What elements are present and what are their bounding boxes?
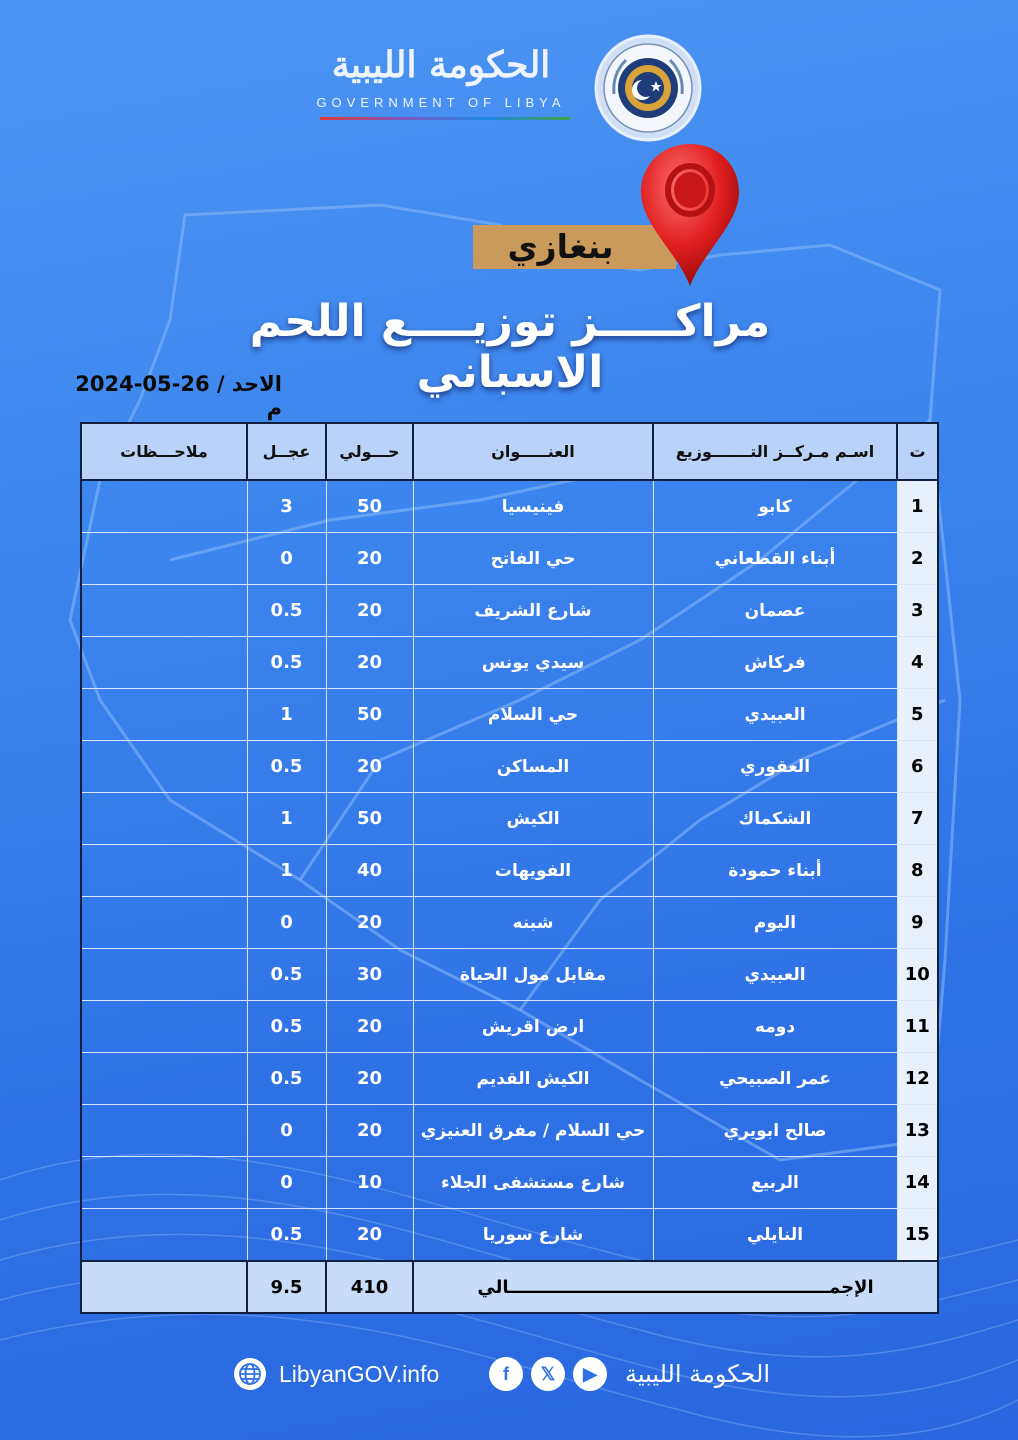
cell-index: 7 — [897, 793, 938, 845]
cell-calves: 3 — [247, 480, 326, 533]
cell-sheep: 40 — [326, 845, 413, 897]
cell-sheep: 20 — [326, 1209, 413, 1262]
government-name-arabic: الحكومة الليبية — [331, 44, 551, 86]
youtube-icon[interactable]: ▶ — [573, 1357, 607, 1391]
cell-index: 6 — [897, 741, 938, 793]
cell-notes — [81, 1053, 247, 1105]
website-text: LibyanGOV.info — [279, 1360, 440, 1387]
cell-sheep: 20 — [326, 741, 413, 793]
cell-calves: 0.5 — [247, 637, 326, 689]
cell-notes — [81, 741, 247, 793]
cell-center: أبناء حمودة — [653, 845, 897, 897]
facebook-icon[interactable]: f — [489, 1357, 523, 1391]
cell-calves: 0.5 — [247, 1209, 326, 1262]
table-row — [81, 1053, 938, 1105]
cell-calves: 0 — [247, 897, 326, 949]
cell-index: 3 — [897, 585, 938, 637]
cell-index: 10 — [897, 949, 938, 1001]
cell-address: الفويهات — [413, 845, 653, 897]
cell-notes — [81, 897, 247, 949]
table-row — [81, 1105, 938, 1157]
cell-notes — [81, 1209, 247, 1262]
page-title: مراكـــــز توزيــــع اللحم الاسباني — [249, 296, 771, 398]
cell-center: العقوري — [653, 741, 897, 793]
cell-index: 13 — [897, 1105, 938, 1157]
cell-center: دومه — [653, 1001, 897, 1053]
cell-calves: 0 — [247, 1105, 326, 1157]
cell-index: 15 — [897, 1209, 938, 1262]
cell-center: عصمان — [653, 585, 897, 637]
header-calves: عجــل — [247, 423, 326, 480]
table-row — [81, 533, 938, 585]
table-row — [81, 689, 938, 741]
header-address: العنـــــوان — [413, 423, 653, 480]
table-row — [81, 637, 938, 689]
cell-calves: 1 — [247, 845, 326, 897]
cell-address: شارع سوريا — [413, 1209, 653, 1262]
table-row — [81, 480, 938, 533]
cell-sheep: 20 — [326, 1105, 413, 1157]
cell-calves: 0 — [247, 1157, 326, 1209]
distribution-table — [80, 422, 939, 1314]
table-row — [81, 793, 938, 845]
website-link[interactable] — [233, 1357, 439, 1391]
cell-center: العبيدي — [653, 689, 897, 741]
table-header-row — [81, 423, 938, 480]
table-row — [81, 1001, 938, 1053]
header — [0, 14, 1018, 134]
cell-notes — [81, 689, 247, 741]
cell-calves: 0.5 — [247, 1053, 326, 1105]
cell-center: أبناء القطعاني — [653, 533, 897, 585]
cell-sheep: 20 — [326, 897, 413, 949]
cell-calves: 1 — [247, 793, 326, 845]
cell-address: المساكن — [413, 741, 653, 793]
cell-address: فينيسيا — [413, 480, 653, 533]
cell-calves: 0.5 — [247, 585, 326, 637]
government-emblem-icon — [594, 34, 702, 142]
cell-center: النايلي — [653, 1209, 897, 1262]
cell-center: كابو — [653, 480, 897, 533]
cell-index: 1 — [897, 480, 938, 533]
total-label: الإجمــــــــــــــــــــــــــــــــــــــــــــــــــــالي — [413, 1261, 938, 1313]
cell-index: 14 — [897, 1157, 938, 1209]
cell-calves: 1 — [247, 689, 326, 741]
cell-address: الكيش — [413, 793, 653, 845]
header-center: اسـم مـركــز التـــــــوزيع — [653, 423, 897, 480]
cell-index: 9 — [897, 897, 938, 949]
cell-notes — [81, 1105, 247, 1157]
cell-calves: 0.5 — [247, 949, 326, 1001]
cell-address: شبنه — [413, 897, 653, 949]
cell-index: 2 — [897, 533, 938, 585]
cell-address: الكيش القديم — [413, 1053, 653, 1105]
table-row — [81, 1209, 938, 1262]
total-notes — [81, 1261, 247, 1313]
cell-address: سيدي يونس — [413, 637, 653, 689]
cell-notes — [81, 949, 247, 1001]
cell-sheep: 50 — [326, 689, 413, 741]
table-row — [81, 897, 938, 949]
cell-notes — [81, 533, 247, 585]
cell-address: حي السلام — [413, 689, 653, 741]
cell-index: 11 — [897, 1001, 938, 1053]
cell-sheep: 20 — [326, 1053, 413, 1105]
title-underline — [320, 117, 570, 120]
cell-index: 8 — [897, 845, 938, 897]
cell-index: 5 — [897, 689, 938, 741]
cell-address: ارض اقريش — [413, 1001, 653, 1053]
total-calves: 9.5 — [247, 1261, 326, 1313]
header-index: ت — [897, 423, 938, 480]
header-notes: ملاحـــظات — [81, 423, 247, 480]
table-row — [81, 585, 938, 637]
cell-center: الربيع — [653, 1157, 897, 1209]
cell-calves: 0 — [247, 533, 326, 585]
cell-center: فركاش — [653, 637, 897, 689]
cell-address: مقابل مول الحياة — [413, 949, 653, 1001]
footer — [0, 1345, 1018, 1405]
cell-notes — [81, 845, 247, 897]
cell-notes — [81, 637, 247, 689]
cell-sheep: 20 — [326, 1001, 413, 1053]
cell-sheep: 10 — [326, 1157, 413, 1209]
cell-sheep: 50 — [326, 793, 413, 845]
cell-address: شارع الشريف — [413, 585, 653, 637]
city-name: بنغازي — [507, 227, 614, 266]
x-icon[interactable]: 𝕏 — [531, 1357, 565, 1391]
cell-center: اليوم — [653, 897, 897, 949]
cell-calves: 0.5 — [247, 741, 326, 793]
location-pin-icon — [637, 140, 743, 290]
cell-sheep: 20 — [326, 637, 413, 689]
cell-calves: 0.5 — [247, 1001, 326, 1053]
table-row — [81, 949, 938, 1001]
total-row — [81, 1261, 938, 1313]
cell-center: عمر الصبيحي — [653, 1053, 897, 1105]
cell-index: 12 — [897, 1053, 938, 1105]
cell-address: حي الفاتح — [413, 533, 653, 585]
cell-address: شارع مستشفى الجلاء — [413, 1157, 653, 1209]
globe-icon — [233, 1357, 267, 1391]
header-sheep: حـــولي — [326, 423, 413, 480]
government-name-english: GOVERNMENT OF LIBYA — [316, 95, 566, 110]
cell-center: العبيدي — [653, 949, 897, 1001]
footer-government-name: الحكومة الليبية — [625, 1360, 770, 1388]
cell-notes — [81, 1157, 247, 1209]
cell-index: 4 — [897, 637, 938, 689]
table-row — [81, 1157, 938, 1209]
cell-notes — [81, 585, 247, 637]
table-row — [81, 741, 938, 793]
cell-address: حي السلام / مفرق العنيزي — [413, 1105, 653, 1157]
cell-sheep: 50 — [326, 480, 413, 533]
cell-sheep: 20 — [326, 533, 413, 585]
cell-sheep: 30 — [326, 949, 413, 1001]
cell-notes — [81, 480, 247, 533]
cell-notes — [81, 793, 247, 845]
cell-center: صالح ابويري — [653, 1105, 897, 1157]
total-sheep: 410 — [326, 1261, 413, 1313]
table-row — [81, 845, 938, 897]
social-icons — [489, 1357, 607, 1391]
cell-notes — [81, 1001, 247, 1053]
cell-sheep: 20 — [326, 585, 413, 637]
cell-center: الشكماك — [653, 793, 897, 845]
date-label: الاحد / 26-05-2024 م — [75, 372, 282, 420]
